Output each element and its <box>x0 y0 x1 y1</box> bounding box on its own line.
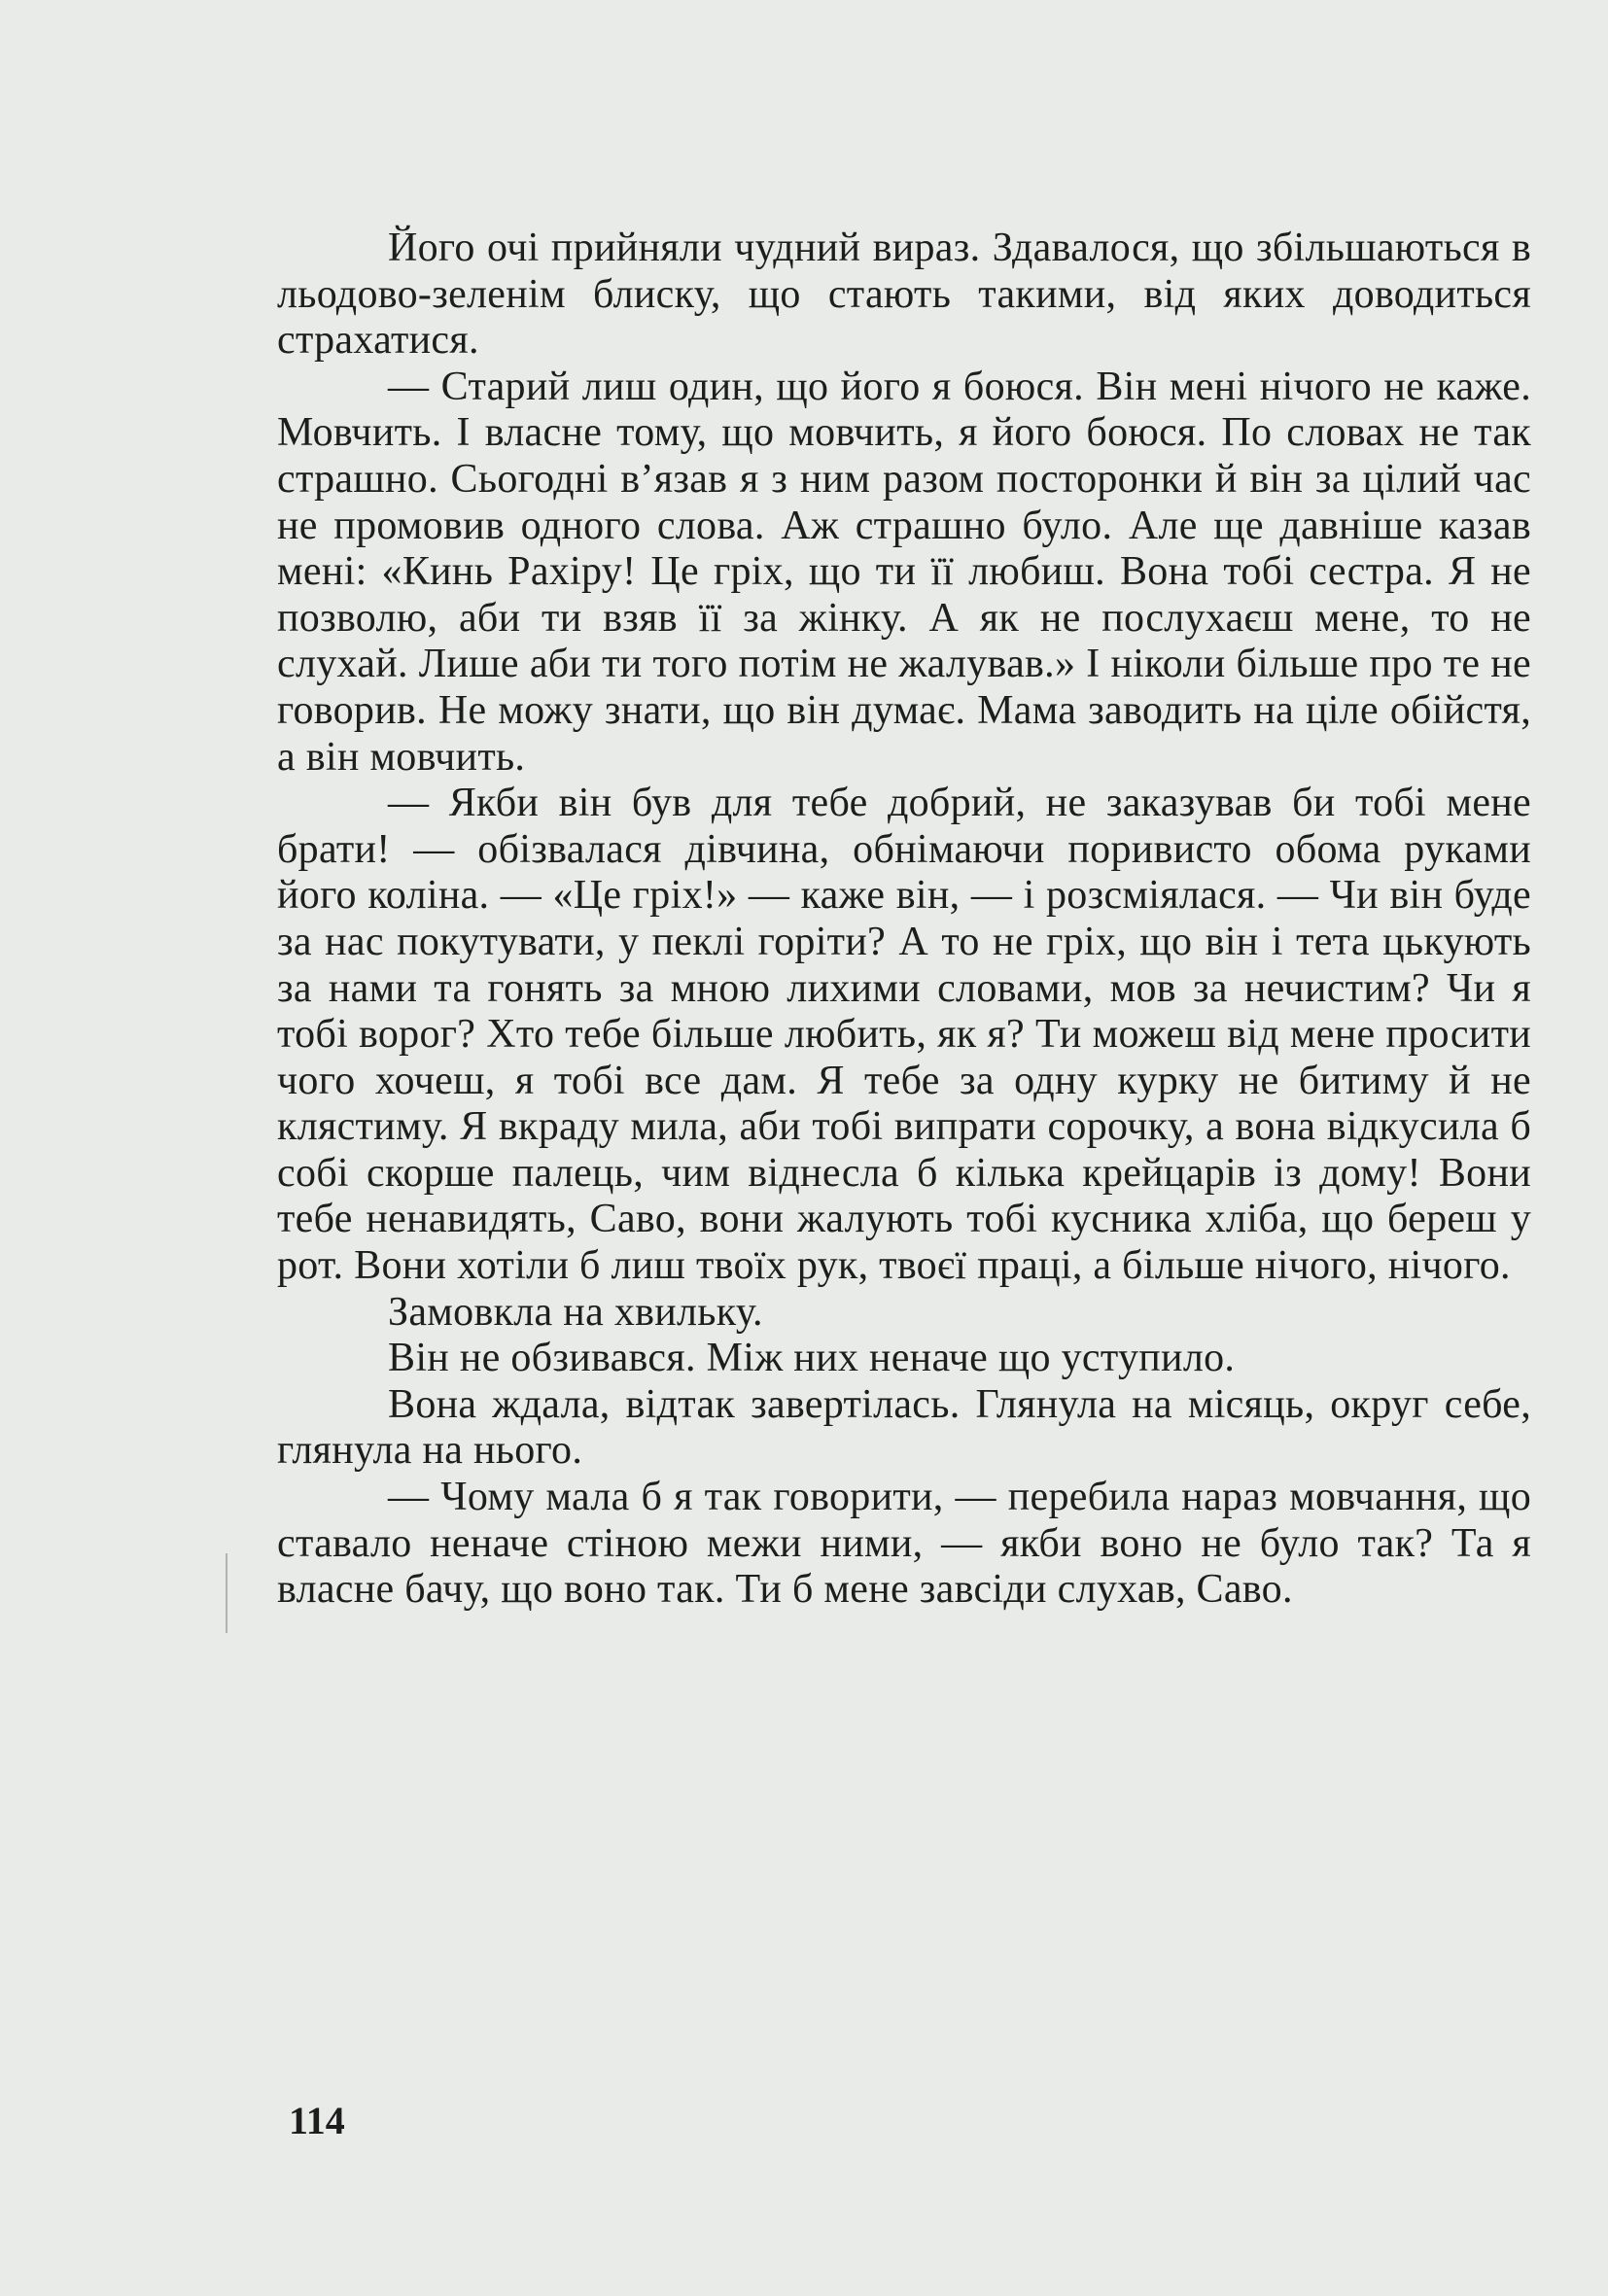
paragraph-4: Замовкла на хвильку. <box>388 1289 763 1335</box>
page-body-text <box>277 226 1531 1614</box>
paragraph-6: Вона ждала, відтак завертілась. Глянула на місяць, округ себе, глянула на нього. <box>277 1381 1531 1474</box>
paragraph-3: — Якби він був для тебе добрий, не заказував би тобі мене брати! — обізвалася дівчина, обнімаючи поривисто обома руками його коліна. — «Це гріх!» — каже він, — і розсміялася. — Чи він буде за нас покутувати, у пеклі горіти? А то не гріх, що він і тета цькують за нами та гонять за мною лихими словами, мов за нечистим? Чи я тобі ворог? Хто тебе більше любить, як я? Ти можеш від мене просити чого хочеш, я тобі все дам. Я тебе за одну курку не битиму й не клястиму. Я вкраду мила, аби тобі випрати сорочку, а вона відкусила б собі скорше палець, чим віднесла б кілька крейцарів із дому! Вони тебе ненавидять, Саво, вони жалують тобі кусника хліба, що береш у рот. Вони хотіли б лиш твоїх рук, твоєї праці, а більше нічого, нічого. <box>277 781 1531 1289</box>
paragraph-7: — Чому мала б я так говорити, — перебила нараз мовчання, що ставало неначе стіною межи ними, — якби воно не було так? Та я власне бачу, що воно так. Ти б мене завсіди слухав, Саво. <box>277 1475 1531 1613</box>
paragraph-5: Він не обзивався. Між них неначе що уступило. <box>388 1336 1236 1381</box>
margin-pencil-mark <box>226 1553 251 1633</box>
page-number: 114 <box>289 2099 345 2142</box>
paragraph-1: Його очі прийняли чудний вираз. Здавалося, що збільшаються в льодово-зеленім блиску, що стають такими, від яких доводиться страхатися. <box>277 226 1531 364</box>
paragraph-2: — Старий лиш один, що його я боюся. Він мені нічого не каже. Мовчить. І власне тому, що мовчить, я його боюся. По словах не так страшно. Сьогодні в’язав я з ним разом посторонки й він за цілий час не промовив одного слова. Аж страшно було. Але ще давніше казав мені: «Кинь Рахіру! Це гріх, що ти її любиш. Вона тобі сестра. Я не позволю, аби ти взяв її за жінку. А як не послухаєш мене, то не слухай. Лише аби ти того потім не жалував.» І ніколи більше про те не говорив. Не можу знати, що він думає. Мама заводить на ціле обійстя, а він мовчить. <box>277 364 1531 780</box>
